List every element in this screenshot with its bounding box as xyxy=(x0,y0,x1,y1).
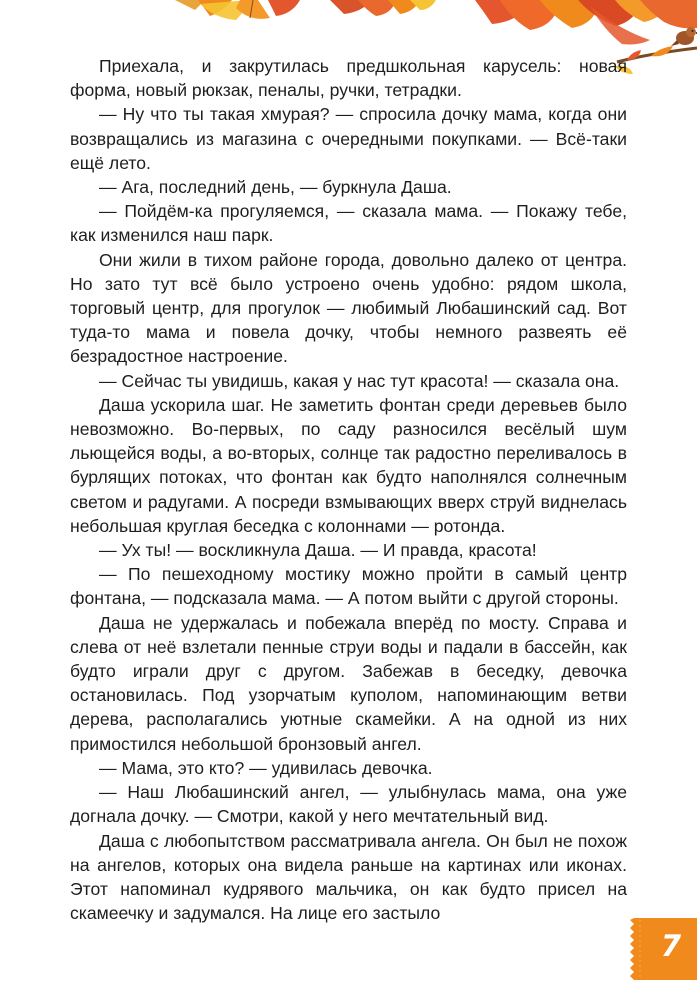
paragraph: — Пойдём-ка прогуляемся, — сказала мама. — Покажу тебе, как изменился наш парк. xyxy=(70,201,627,246)
leaf-cluster-left xyxy=(175,0,300,20)
paragraph: Даша ускорила шаг. Не заметить фонтан среди деревьев было невозможно. Во-первых, по саду разносился весёлый шум льющейся воды, а во-вторых, солнце так радостно переливалось в бурлящих потоках, что фонтан как будто наполнялся солнечным светом и радугами. А посреди взмывающих вверх струй виднелась небольшая круглая беседка с колоннами — ротонда. xyxy=(70,394,627,536)
paragraph: — Ага, последний день, — буркнула Даша. xyxy=(99,177,452,198)
paragraph: — Ну что ты такая хмурая? — спросила дочку мама, когда они возвращались из магазина с очередными покупками. — Всё-таки ещё лето. xyxy=(70,104,627,173)
paragraph: — По пешеходному мостику можно пройти в самый центр фонтана, — подсказала мама. — А потом выйти с другой стороны. xyxy=(70,564,627,609)
paragraph: — Сейчас ты увидишь, какая у нас тут красота! — сказала она. xyxy=(99,370,620,391)
leaf-cluster-middle xyxy=(330,0,436,16)
paragraph: Даша не удержалась и побежала вперёд по мосту. Справа и слева от неё взлетали пенные струи воды и падали в бассейн, как будто играли друг с другом. Забежав в беседку, девочка остановилась. Под узорчатым куполом, напоминающим ветви дерева, располагались уютные скамейки. А на одной из них примостился небольшой бронзовый ангел. xyxy=(70,612,627,754)
paragraph: Приехала, и закрутилась предшкольная карусель: новая форма, новый рюкзак, пеналы, ручки, тетрадки. xyxy=(70,56,627,101)
paragraph: Они жили в тихом районе города, довольно далеко от центра. Но зато тут всё было устроено очень удобно: рядом школа, торговый центр, для прогулок — любимый Любашинский сад. Вот туда-то мама и повела дочку, чтобы немного развеять её безрадостное настроение. xyxy=(70,249,627,367)
paragraph: — Наш Любашинский ангел, — улыбнулась мама, она уже догнала дочку. — Смотри, какой у него мечтательный вид. xyxy=(70,782,627,827)
paragraph: — Мама, это кто? — удивилась девочка. xyxy=(99,757,433,778)
paragraph: Даша с любопытством рассматривала ангела. Он был не похож на ангелов, которых она видела раньше на картинах или иконах. Этот напоминал кудрявого мальчика, он как будто присел на скамеечку и задумался. На лице его застыло xyxy=(70,830,627,924)
story-text xyxy=(70,54,627,925)
paragraph: — Ух ты! — воскликнула Даша. — И правда, красота! xyxy=(99,540,537,561)
page-number: 7 xyxy=(660,929,682,963)
